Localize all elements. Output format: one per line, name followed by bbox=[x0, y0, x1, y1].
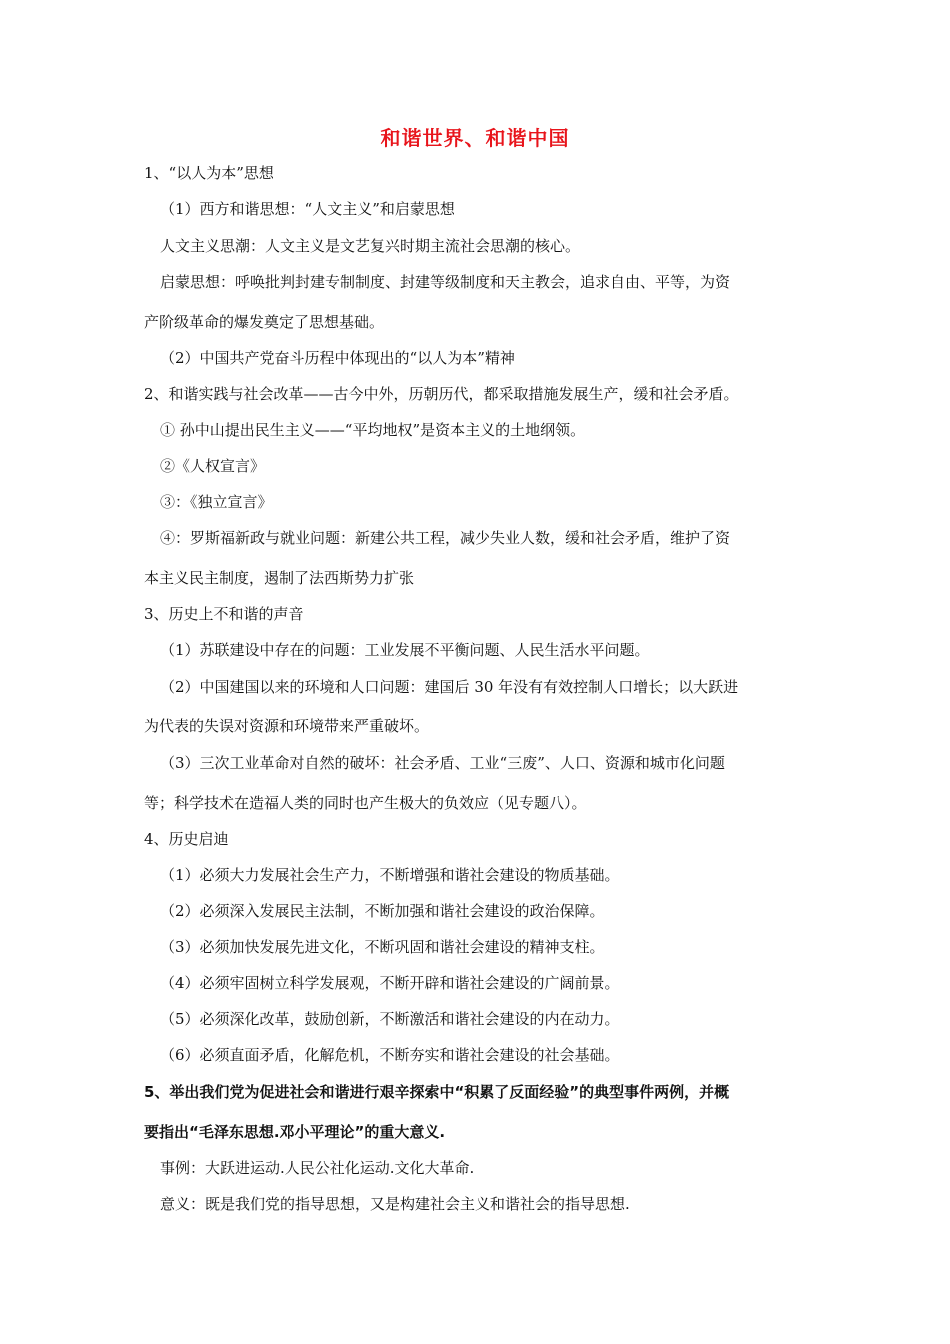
answer-line: 意义：既是我们党的指导思想，又是构建社会主义和谐社会的指导思想. bbox=[160, 1195, 630, 1213]
paragraph-line: 等；科学技术在造福人类的同时也产生极大的负效应（见专题八）。 bbox=[144, 794, 587, 812]
section-heading: 1、“以人为本”思想 bbox=[144, 164, 274, 182]
section-heading: 4、历史启迪 bbox=[144, 830, 229, 848]
list-item: （1）苏联建设中存在的问题：工业发展不平衡问题、人民生活水平问题。 bbox=[160, 641, 650, 659]
list-item: （5）必须深化改革，鼓励创新，不断激活和谐社会建设的内在动力。 bbox=[160, 1010, 620, 1028]
list-item: （2）中国建国以来的环境和人口问题：建国后 30 年没有有效控制人口增长；以大跃进 bbox=[160, 678, 739, 696]
question-heading: 5、举出我们党为促进社会和谐进行艰辛探索中“积累了反面经验”的典型事件两例，并概 bbox=[144, 1083, 730, 1101]
list-item: ③：《独立宣言》 bbox=[160, 493, 273, 511]
list-item: （6）必须直面矛盾，化解危机，不断夯实和谐社会建设的社会基础。 bbox=[160, 1046, 620, 1064]
list-item: （2）必须深入发展民主法制，不断加强和谐社会建设的政治保障。 bbox=[160, 902, 605, 920]
list-item: ④：罗斯福新政与就业问题：新建公共工程，减少失业人数，缓和社会矛盾，维护了资 bbox=[160, 529, 731, 547]
paragraph-line: 人文主义思潮：人文主义是文艺复兴时期主流社会思潮的核心。 bbox=[160, 237, 581, 255]
list-item: ②《人权宣言》 bbox=[160, 457, 266, 475]
answer-line: 事例：大跃进运动.人民公社化运动.文化大革命. bbox=[160, 1159, 475, 1177]
paragraph-line: 产阶级革命的爆发奠定了思想基础。 bbox=[144, 313, 385, 331]
list-item: ① 孙中山提出民生主义——“平均地权”是资本主义的土地纲领。 bbox=[160, 421, 586, 439]
subsection-heading: （2）中国共产党奋斗历程中体现出的“以人为本”精神 bbox=[160, 349, 515, 367]
list-item: （3）必须加快发展先进文化，不断巩固和谐社会建设的精神支柱。 bbox=[160, 938, 605, 956]
question-heading: 要指出“毛泽东思想.邓小平理论”的重大意义. bbox=[144, 1123, 446, 1141]
list-item: （1）必须大力发展社会生产力，不断增强和谐社会建设的物质基础。 bbox=[160, 866, 620, 884]
paragraph-line: 本主义民主制度，遏制了法西斯势力扩张 bbox=[144, 569, 415, 587]
document-title: 和谐世界、和谐中国 bbox=[380, 126, 570, 150]
subsection-heading: （1）西方和谐思想：“人文主义”和启蒙思想 bbox=[160, 200, 455, 218]
paragraph-line: 启蒙思想：呼唤批判封建专制制度、封建等级制度和天主教会，追求自由、平等，为资 bbox=[160, 273, 731, 291]
paragraph-line: 为代表的失误对资源和环境带来严重破坏。 bbox=[144, 717, 430, 735]
list-item: （3）三次工业革命对自然的破坏：社会矛盾、工业“三废”、人口、资源和城市化问题 bbox=[160, 754, 725, 772]
section-heading: 3、历史上不和谐的声音 bbox=[144, 605, 304, 623]
section-heading: 2、和谐实践与社会改革——古今中外，历朝历代，都采取措施发展生产，缓和社会矛盾。 bbox=[144, 385, 739, 403]
list-item: （4）必须牢固树立科学发展观，不断开辟和谐社会建设的广阔前景。 bbox=[160, 974, 620, 992]
